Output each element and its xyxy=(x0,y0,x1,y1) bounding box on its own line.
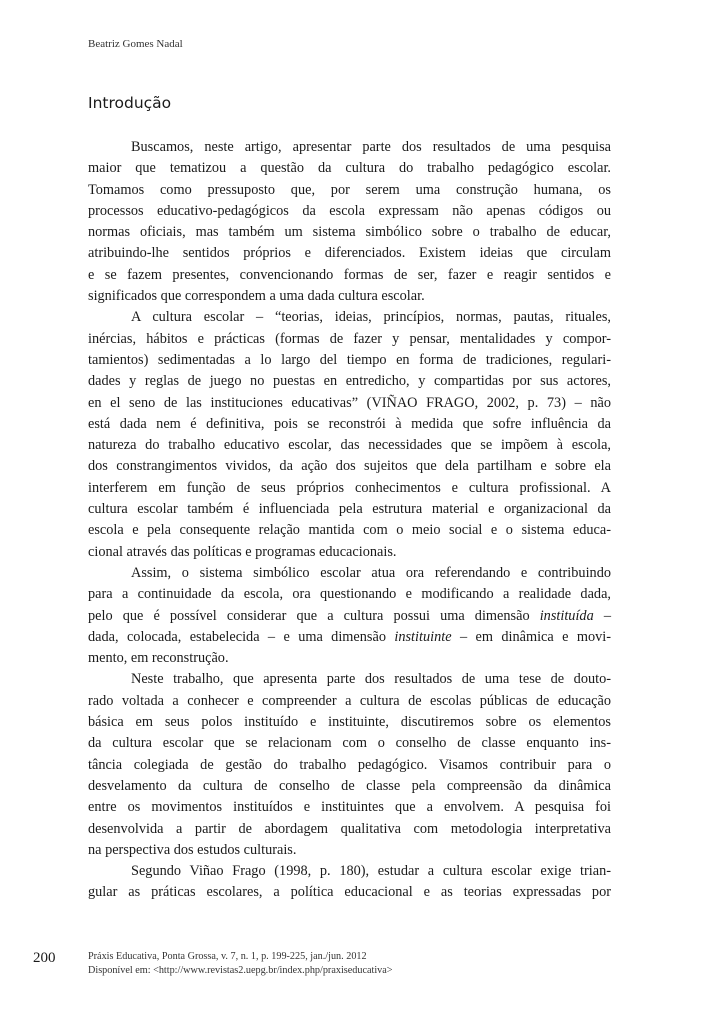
text-line: entre os movimentos instituídos e instituintes que a envolvem. A pesquisa foi xyxy=(88,799,611,816)
page-number: 200 xyxy=(33,950,56,966)
running-header-author: Beatriz Gomes Nadal xyxy=(88,38,183,50)
text-line: Segundo Viñao Frago (1998, p. 180), estudar a cultura escolar exige trian- xyxy=(131,863,611,880)
text-line xyxy=(88,627,611,648)
footer-citation xyxy=(88,950,393,977)
emphasis-term: instituída xyxy=(539,607,594,624)
text-line: Buscamos, neste artigo, apresentar parte dos resultados de uma pesquisa xyxy=(131,139,611,155)
text-line: gular as práticas escolares, a política educacional e as teorias expressadas por xyxy=(88,884,611,901)
availability-url: Disponível em: <http://www.revistas2.uepg.br/index.php/praxiseducativa> xyxy=(88,964,393,976)
text-line: dades y reglas de juego no puestas en entredicho, y compartidas por sus actores, xyxy=(88,373,611,390)
text-segment: – xyxy=(593,607,611,624)
text-line: básica em seus polos instituído e instituinte, discutiremos sobre os elementos xyxy=(88,714,611,731)
text-line: tamientos) sedimentadas a lo largo del tiempo en forma de tradiciones, regulari- xyxy=(88,351,611,368)
text-line: na perspectiva dos estudos culturais. xyxy=(88,841,297,858)
text-line: Tomamos como pressuposto que, por serem uma construção humana, os xyxy=(88,181,611,198)
text-line: desvelamento da cultura de conselho de classe pela compreensão da dinâmica xyxy=(88,777,611,794)
journal-citation: Práxis Educativa, Ponta Grossa, v. 7, n. 1, p. 199-225, jan./jun. 2012 xyxy=(88,951,367,962)
text-line: maior que tematizou a questão da cultura do trabalho pedagógico escolar. xyxy=(88,160,611,177)
text-line: rado voltada a conhecer e compreender a cultura de escolas públicas de educação xyxy=(88,692,611,709)
text-line: tância colegiada de gestão do trabalho pedagógico. Visamos contribuir para o xyxy=(88,756,611,773)
text-line: interferem em função de seus próprios conhecimentos e cultura profissional. A xyxy=(88,479,611,496)
emphasis-term: instituinte xyxy=(394,628,452,645)
text-line: natureza do trabalho educativo escolar, das necessidades que se impõem à escola, xyxy=(88,437,611,454)
text-line: para a continuidade da escola, ora questionando e modificando a realidade dada, xyxy=(88,586,611,603)
text-line: Assim, o sistema simbólico escolar atua ora referendando e contribuindo xyxy=(131,564,611,581)
text-line: processos educativo-pedagógicos da escola expressam não apenas códigos ou xyxy=(88,202,611,219)
paragraph xyxy=(88,669,611,861)
text-segment: dada, colocada, estabelecida – e uma dimensão xyxy=(88,628,395,645)
body-text xyxy=(88,137,611,904)
paragraph xyxy=(88,307,611,563)
text-line: da cultura escolar que se relacionam com o conselho de classe enquanto ins- xyxy=(88,735,611,752)
text-line: cultura escolar também é influenciada pela estrutura material e organizacional da xyxy=(88,501,611,518)
text-line xyxy=(88,606,611,627)
text-line: escola e pela consequente relação mantida com o meio social e o sistema educa- xyxy=(88,522,611,539)
text-line: cional através das políticas e programas educacionais. xyxy=(88,543,397,560)
paragraph xyxy=(88,563,611,669)
text-line: e se fazem presentes, convencionando formas de ser, fazer e reagir sentidos e xyxy=(88,266,611,283)
text-line: desenvolvida a partir de abordagem qualitativa com metodologia interpretativa xyxy=(88,820,611,837)
text-segment: pelo que é possível considerar que a cultura possui uma dimensão xyxy=(88,607,540,624)
section-title: Introdução xyxy=(88,94,172,112)
paragraph xyxy=(88,861,611,904)
text-line: mento, em reconstrução. xyxy=(88,650,229,667)
text-line: en el seno de las instituciones educativas” (VIÑAO FRAGO, 2002, p. 73) – não xyxy=(88,394,611,411)
text-line: dos constrangimentos vividos, da ação dos sujeitos que dela partilham e sobre ela xyxy=(88,458,611,475)
text-line: está dada nem é definitiva, pois se reconstrói à medida que sofre influência da xyxy=(88,415,611,432)
text-line: A cultura escolar – “teorias, ideias, princípios, normas, pautas, rituales, xyxy=(131,309,611,326)
paragraph xyxy=(88,137,611,307)
text-line: normas oficiais, mas também um sistema simbólico sobre o trabalho de educar, xyxy=(88,224,611,241)
text-line: significados que correspondem a uma dada cultura escolar. xyxy=(88,288,425,305)
text-line: Neste trabalho, que apresenta parte dos resultados de uma tese de douto- xyxy=(131,671,611,688)
text-line: atribuindo-lhe sentidos próprios e diferenciados. Existem ideias que circulam xyxy=(88,245,611,262)
text-line: inércias, hábitos e prácticas (formas de fazer y pensar, mentalidades y compor- xyxy=(88,330,611,347)
text-segment: – em dinâmica e movi- xyxy=(451,628,611,645)
